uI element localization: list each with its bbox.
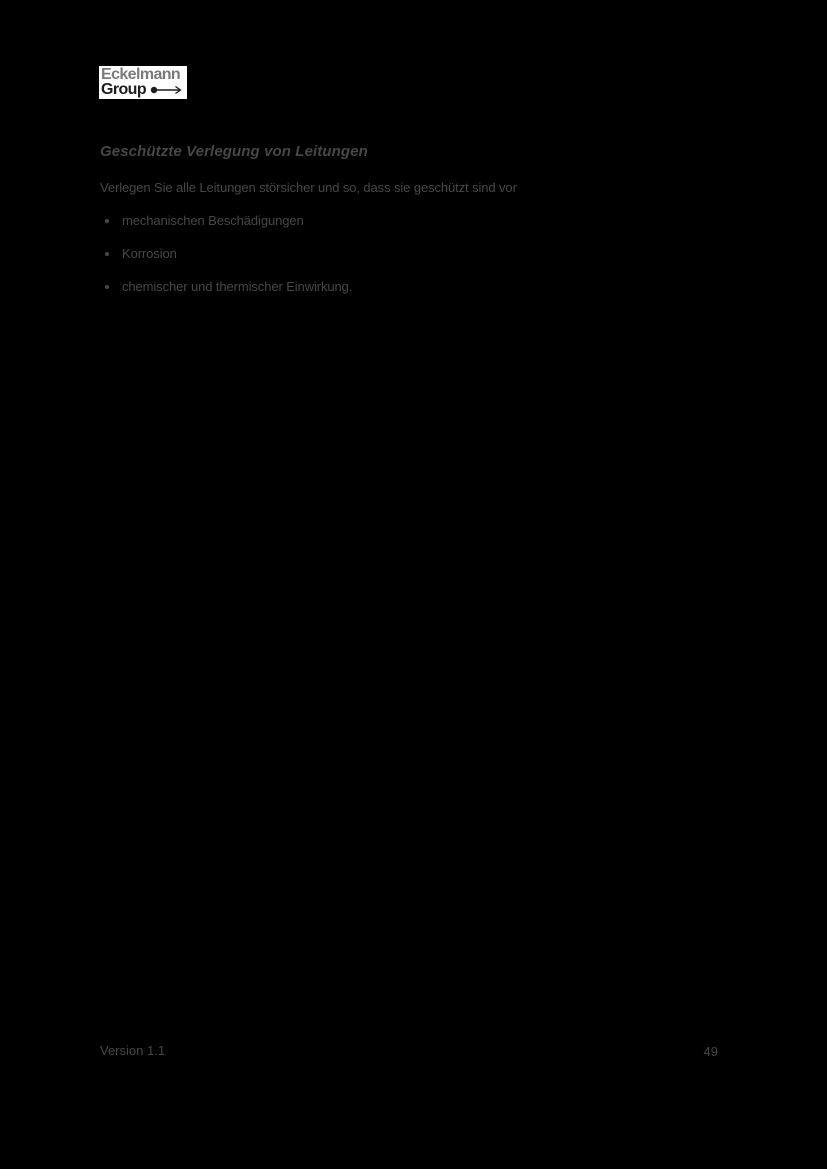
company-logo (99, 66, 187, 99)
footer-page-number: 49 (703, 1044, 718, 1059)
bullet-icon (105, 285, 109, 289)
logo-text-eckelmann: Eckelmann (101, 66, 181, 83)
list-item-text: chemischer und thermischer Einwirkung. (122, 279, 353, 294)
list-item (100, 280, 352, 313)
logo-second-line (101, 82, 185, 98)
list-item (100, 214, 352, 247)
logo-text-group: Group (101, 81, 146, 98)
footer-version-label: Version 1.1 (100, 1043, 166, 1058)
dot-arrow-right-icon (150, 84, 182, 98)
list-item (100, 247, 352, 280)
intro-paragraph: Verlegen Sie alle Leitungen störsicher und so, dass sie geschützt sind vor (100, 180, 517, 195)
list-item-text: mechanischen Beschädigungen (122, 213, 304, 228)
list-item-text: Korrosion (122, 246, 177, 261)
section-heading: Geschützte Verlegung von Leitungen (100, 143, 368, 160)
bullet-list (100, 214, 352, 313)
bullet-icon (105, 219, 109, 223)
bullet-icon (105, 252, 109, 256)
